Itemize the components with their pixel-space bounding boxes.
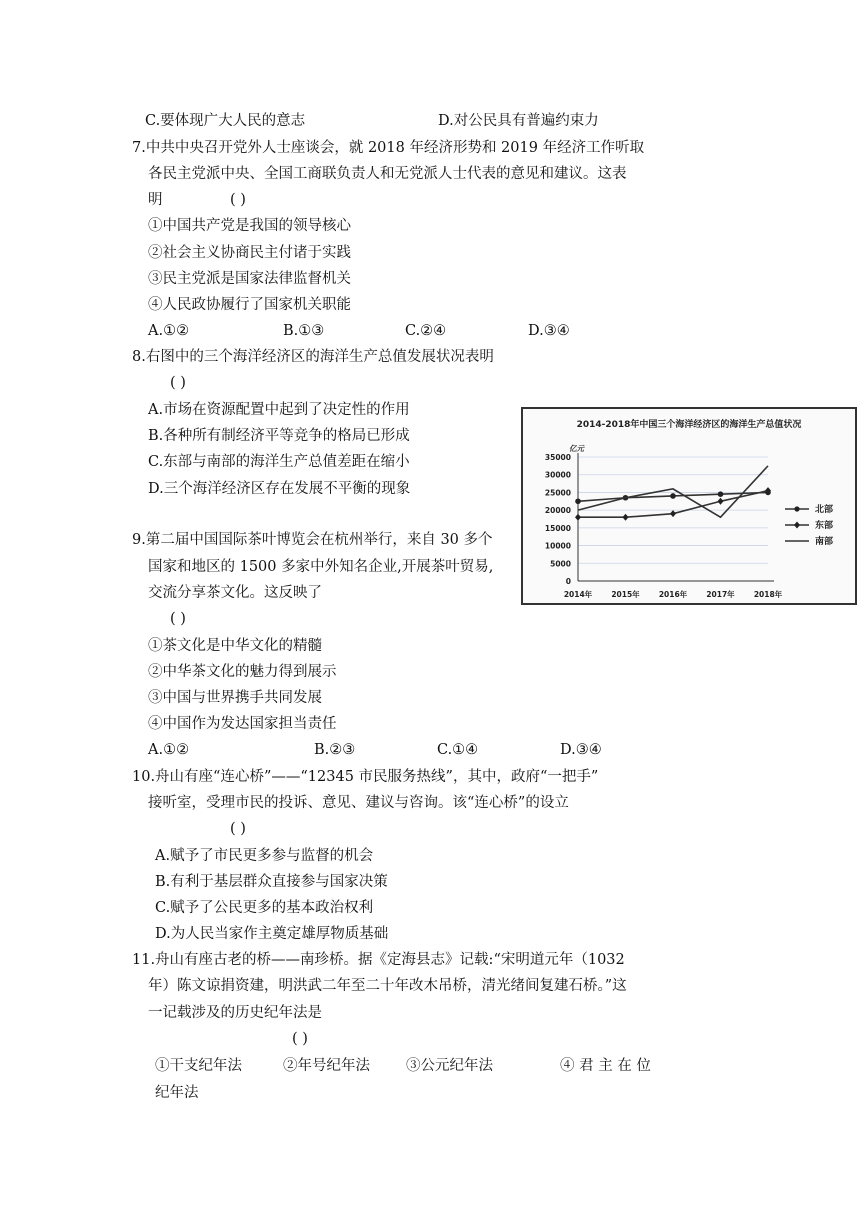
chart-point [670, 510, 676, 517]
chart-point [718, 491, 724, 497]
q11-stem-line-3: 一记载涉及的历史纪年法是 [148, 1005, 322, 1021]
q10-option-a: A.赋予了市民更多参与监督的机会 [155, 848, 374, 864]
q8-option-c: C.东部与南部的海洋生产总值差距在缩小 [148, 454, 410, 470]
q9-stem-line-3: 交流分享茶文化。这反映了 [148, 585, 322, 601]
chart-point [670, 493, 676, 499]
q7-item-2: ②社会主义协商民主付诸于实践 [148, 245, 351, 261]
q7-item-1: ①中国共产党是我国的领导核心 [148, 218, 351, 234]
q8-option-a: A.市场在资源配置中起到了决定性的作用 [148, 402, 410, 418]
q11-stem-line-2: 年）陈文谅捐资建，明洪武二年至二十年改木吊桥，清光绪间复建石桥。”这 [148, 978, 627, 994]
q8-option-b: B.各种所有制经济平等竞争的格局已形成 [148, 428, 410, 444]
legend-label-北部: 北部 [815, 505, 834, 515]
q8-stem: 8.右图中的三个海洋经济区的海洋生产总值发展状况表明 [132, 349, 494, 365]
chart-y-tick-label: 30000 [544, 470, 571, 480]
chart-y-tick-label: 10000 [544, 541, 571, 551]
q10-option-d: D.为人民当家作主奠定雄厚物质基础 [155, 926, 389, 942]
chart-x-tick-label: 2018年 [753, 590, 783, 599]
q7-item-4: ④人民政协履行了国家机关职能 [148, 297, 351, 313]
q7-item-3: ③民主党派是国家法律监督机关 [148, 271, 351, 287]
q9-item-1: ①茶文化是中华文化的精髓 [148, 638, 322, 654]
chart-x-tick-label: 2015年 [611, 590, 640, 599]
q7-answer-paren: ( ) [230, 192, 246, 208]
q9-item-2: ②中华茶文化的魅力得到展示 [148, 664, 337, 680]
q10-answer-paren: ( ) [230, 821, 246, 837]
chart-point [575, 498, 581, 504]
chart-series-line-南部 [578, 466, 768, 517]
q7-option-b: B.①③ [283, 323, 325, 339]
q9-option-d: D.③④ [560, 742, 602, 758]
q11-answer-paren: ( ) [292, 1031, 308, 1047]
q9-item-3: ③中国与世界携手共同发展 [148, 690, 322, 706]
q10-option-c: C.赋予了公民更多的基本政治权利 [155, 900, 374, 916]
legend-label-东部: 东部 [815, 521, 834, 531]
chart-canvas [523, 409, 855, 603]
chart-x-tick-label: 2014年 [563, 590, 593, 599]
chart-y-unit: 亿元 [569, 444, 584, 453]
q6-option-c: C.要体现广大人民的意志 [145, 113, 306, 129]
chart-y-tick-label: 20000 [544, 506, 571, 516]
q11-item-1: ①干支纪年法 [155, 1058, 242, 1074]
q11-item-3: ③公元纪年法 [406, 1058, 493, 1074]
q9-stem-line-2: 国家和地区的 1500 多家中外知名企业,开展茶叶贸易, [148, 559, 494, 575]
chart-x-tick-label: 2017年 [706, 590, 735, 599]
q9-item-4: ④中国作为发达国家担当责任 [148, 716, 337, 732]
q9-option-a: A.①② [148, 742, 190, 758]
chart-y-tick-label: 15000 [544, 523, 571, 533]
legend-marker [794, 522, 800, 529]
q11-item-2: ②年号纪年法 [283, 1058, 370, 1074]
q10-option-b: B.有利于基层群众直接参与国家决策 [155, 874, 388, 890]
chart-point [623, 514, 629, 521]
q6-option-d: D.对公民具有普遍约束力 [438, 113, 599, 129]
q10-stem-line-1: 10.舟山有座“连心桥”——“12345 市民服务热线”，其中，政府“一把手” [132, 769, 599, 785]
chart-x-tick-label: 2016年 [658, 590, 688, 599]
q9-option-b: B.②③ [314, 742, 356, 758]
marine-gdp-chart [521, 407, 857, 605]
q11-item-4: ④ 君 主 在 位 [560, 1058, 651, 1074]
q7-stem-line-1: 7.中共中央召开党外人士座谈会，就 2018 年经济形势和 2019 年经济工作听取 [132, 140, 645, 156]
chart-point [575, 514, 581, 521]
q8-answer-paren: ( ) [170, 375, 186, 391]
q8-option-d: D.三个海洋经济区存在发展不平衡的现象 [148, 481, 411, 497]
chart-title: 2014-2018年中国三个海洋经济区的海洋生产总值状况 [576, 420, 802, 430]
chart-y-tick-label: 35000 [544, 453, 571, 462]
legend-label-南部: 南部 [815, 537, 834, 547]
legend-marker [794, 506, 799, 511]
chart-y-tick-label: 5000 [550, 559, 571, 569]
q11-item-4-continued: 纪年法 [155, 1085, 199, 1101]
q9-stem-line-1: 9.第二届中国国际茶叶博览会在杭州举行，来自 30 多个 [132, 532, 493, 548]
q9-answer-paren: ( ) [170, 611, 186, 627]
chart-y-tick-label: 0 [565, 577, 571, 586]
q7-option-c: C.②④ [405, 323, 447, 339]
q10-stem-line-2: 接听室，受理市民的投诉、意见、建议与咨询。该“连心桥”的设立 [148, 795, 569, 811]
q7-stem-line-3: 明 [148, 192, 163, 208]
q7-option-a: A.①② [148, 323, 190, 339]
q9-option-c: C.①④ [437, 742, 479, 758]
q7-option-d: D.③④ [528, 323, 570, 339]
q11-stem-line-1: 11.舟山有座古老的桥——南珍桥。据《定海县志》记载:“宋明道元年（1032 [132, 952, 625, 968]
chart-y-tick-label: 25000 [544, 488, 571, 498]
chart-point [718, 498, 724, 505]
q7-stem-line-2: 各民主党派中央、全国工商联负责人和无党派人士代表的意见和建议。这表 [148, 166, 627, 182]
